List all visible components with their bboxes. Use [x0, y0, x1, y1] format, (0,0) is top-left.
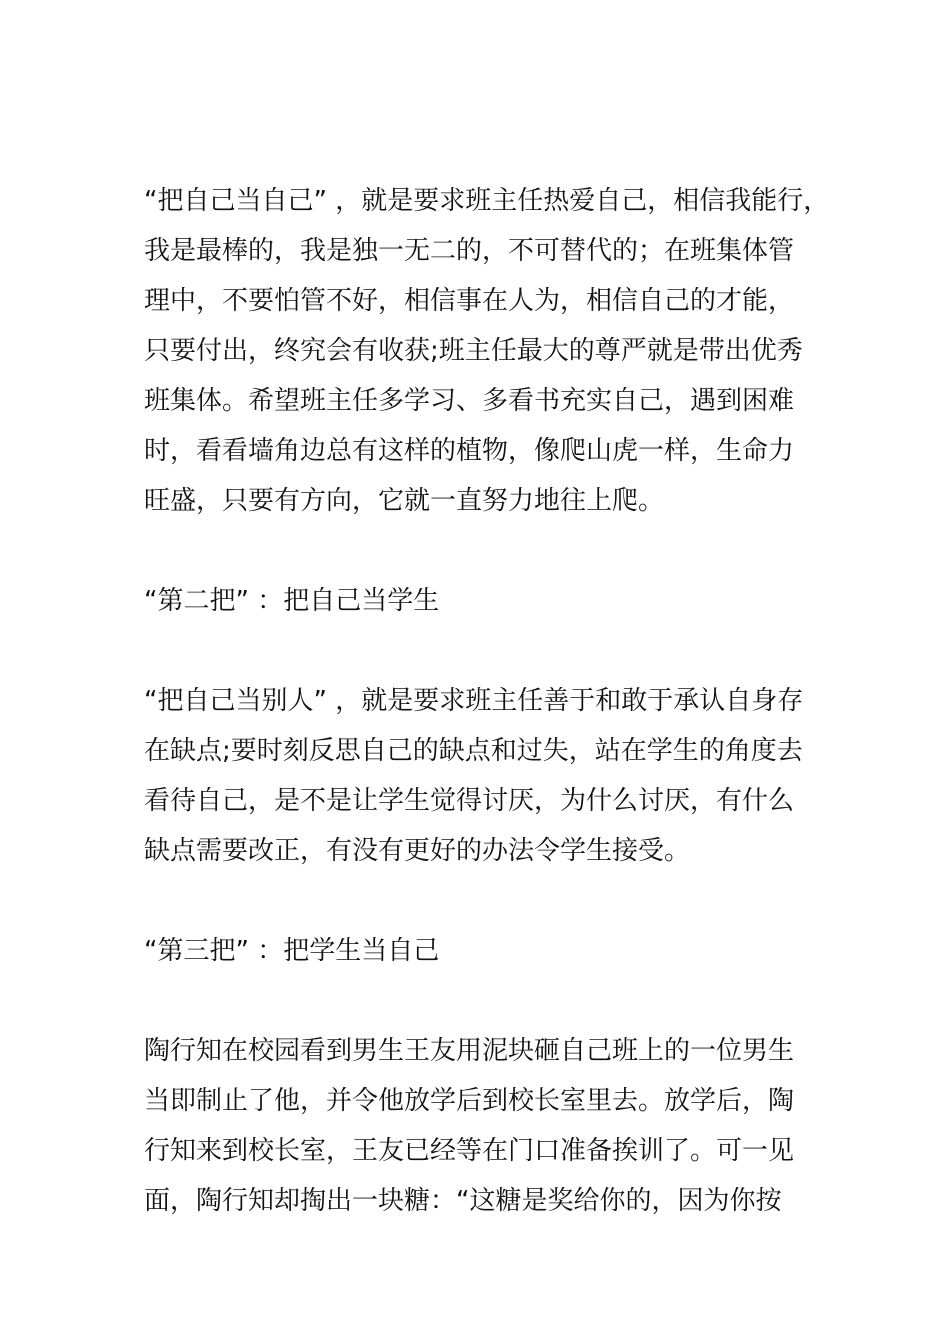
section-heading-third: “第三把” ：把学生当自己 [144, 936, 440, 966]
paragraph-self-as-others [144, 676, 834, 876]
paragraph-spacer [144, 526, 834, 576]
paragraph-line: 时，看看墙角边总有这样的植物，像爬山虎一样，生命力 [144, 436, 795, 466]
paragraph-line: 理中，不要怕管不好，相信事在人为，相信自己的才能， [144, 286, 795, 316]
paragraph-line: 当即制止了他，并令他放学后到校长室里去。放学后，陶 [144, 1086, 795, 1116]
document-body [144, 176, 834, 1226]
paragraph-line: “把自己当自己” ，就是要求班主任热爱自己，相信我能行， [144, 186, 830, 216]
paragraph-line: 旺盛，只要有方向，它就一直努力地往上爬。 [144, 486, 665, 516]
paragraph-line: 我是最棒的，我是独一无二的，不可替代的；在班集体管 [144, 236, 795, 266]
paragraph-line: 看待自己，是不是让学生觉得讨厌，为什么讨厌，有什么 [144, 786, 795, 816]
paragraph-spacer [144, 626, 834, 676]
paragraph-spacer [144, 876, 834, 926]
paragraph-line: 缺点需要改正，有没有更好的办法令学生接受。 [144, 836, 691, 866]
paragraph-line: 在缺点;要时刻反思自己的缺点和过失，站在学生的角度去 [144, 736, 803, 766]
section-heading-second: “第二把” ：把自己当学生 [144, 586, 440, 616]
paragraph-line: 陶行知在校园看到男生王友用泥块砸自己班上的一位男生 [144, 1036, 795, 1066]
paragraph-self-as-self [144, 176, 834, 526]
paragraph-line: “把自己当别人” ，就是要求班主任善于和敢于承认自身存 [144, 686, 804, 716]
paragraph-line: 只要付出，终究会有收获;班主任最大的尊严就是带出优秀 [144, 336, 803, 366]
paragraph-line: 行知来到校长室，王友已经等在门口准备挨训了。可一见 [144, 1136, 795, 1166]
paragraph-line: 面，陶行知却掏出一块糖：“这糖是奖给你的，因为你按 [144, 1186, 782, 1216]
paragraph-spacer [144, 976, 834, 1026]
paragraph-line: 班集体。希望班主任多学习、多看书充实自己，遇到困难 [144, 386, 795, 416]
paragraph-tao-xingzhi-story [144, 1026, 834, 1226]
